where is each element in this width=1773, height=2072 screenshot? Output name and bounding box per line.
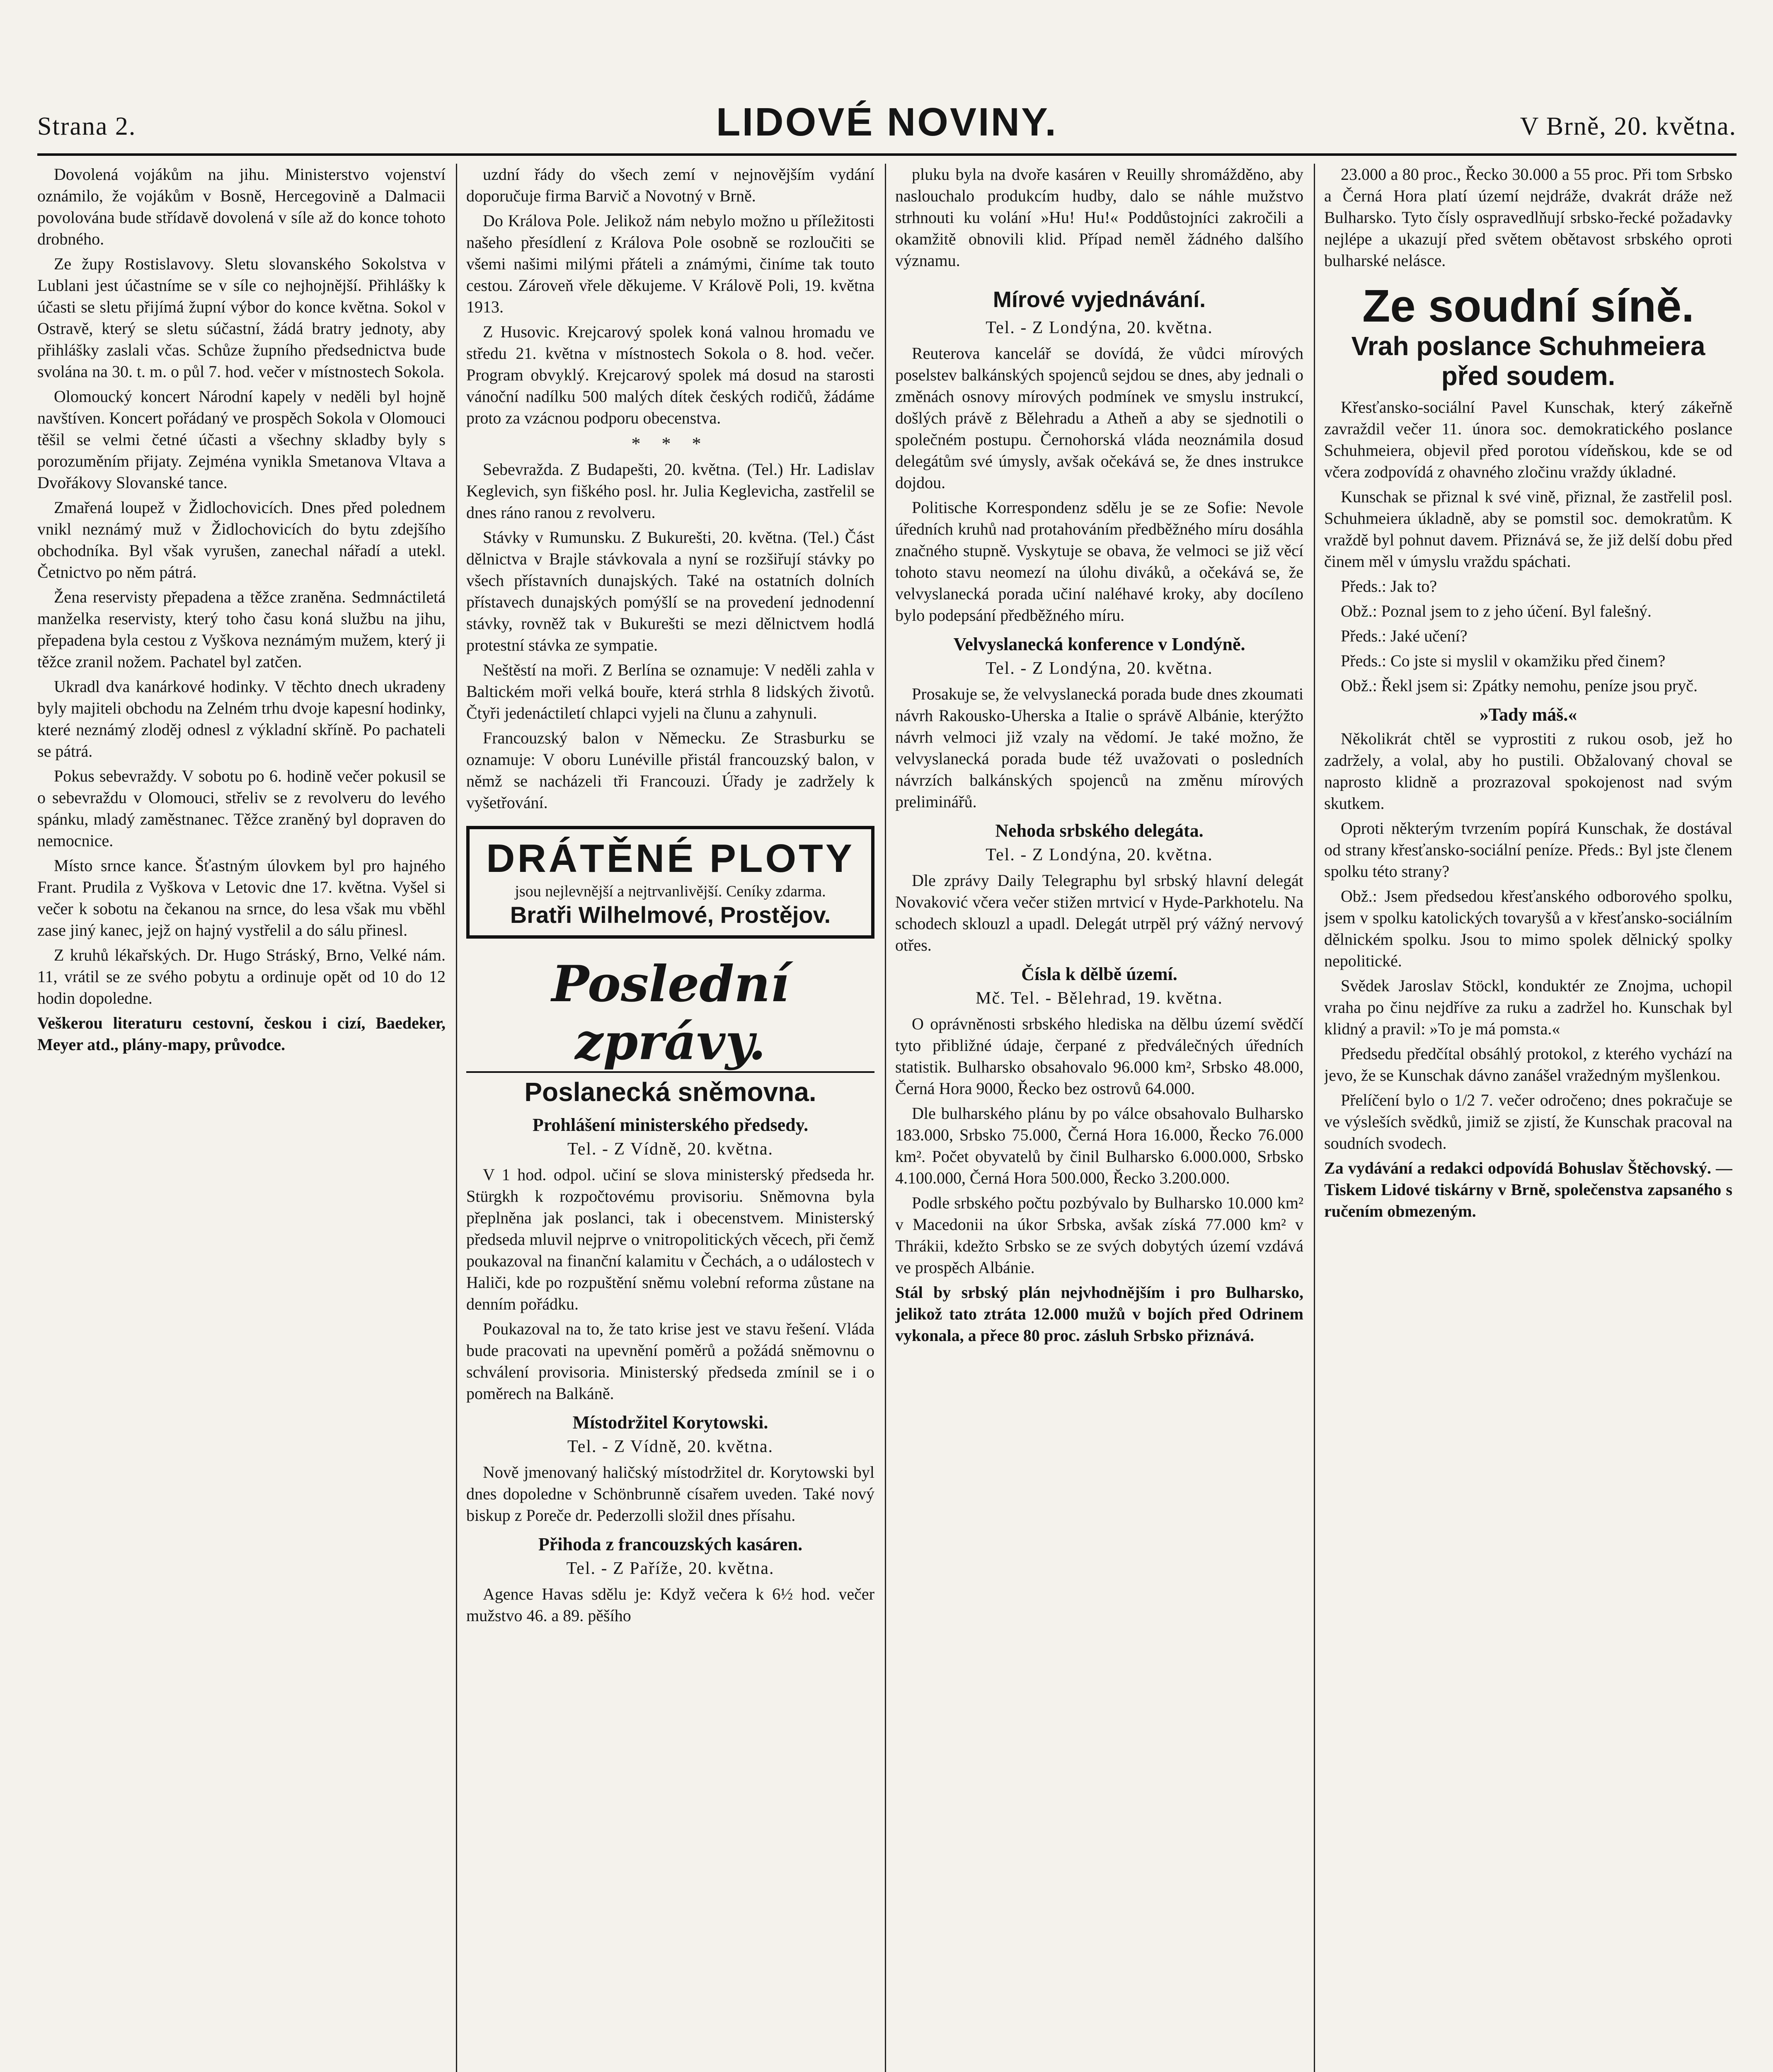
article: Kunschak se přiznal k své vině, přiznal, že zastřelil posl. Schuhmeiera úkladně, aby se pomstil soc. demokratům. K vraždě byl pohnut davem. Přiznává se, že již delší dobu před činem měl v úmyslu vraždu spáchati. bbox=[1324, 487, 1732, 571]
article: Ukradl dva kanárkové hodinky. V těchto dnech ukradeny byly majiteli obchodu na Zelném trhu dvoje kapesní hodinky, které neznámý zloděj odnesl z výkladní skříně. Po pachateli se pátrá. bbox=[37, 677, 446, 760]
column-2 bbox=[466, 164, 874, 2072]
article: Žena reservisty přepadena a těžce zraněna. Sedmnáctiletá manželka reservisty, který toho času koná službu na jihu, přepadena byla cestou z Vyškova neznámým mužem, který ji těžce zranil nožem. Pachatel byl zatčen. bbox=[37, 588, 446, 671]
dialogue-line: Předs.: Jaké učení? bbox=[1341, 627, 1468, 645]
article: Stávky v Rumunsku. Z Bukurešti, 20. května. (Tel.) Část dělnictva v Brajle stávkovala a nyní se rozšiřují stávky po všech přístavních dunajských. Také na ostatních dolních přístavech dunajských pomýšlí se na provedení jednodenní stávky, rovněž tak v Bukurešti se mezi dělnictvem hodlá protestní stávka ze sympatie. bbox=[466, 528, 874, 654]
article: Stál by srbský plán nejvhodnějším i pro Bulharsko, jelikož tato ztráta 12.000 mužů v bojích před Odrinem vykonala, a přece 80 proc. zásluh Srbsko přiznává. bbox=[895, 1283, 1303, 1345]
dialogue-line: Obž.: Poznal jsem to z jeho účení. Byl falešný. bbox=[1341, 602, 1652, 620]
column-3 bbox=[895, 164, 1303, 2072]
article: Z kruhů lékařských. Dr. Hugo Stráský, Brno, Velké nám. 11, vrátil se ze svého pobytu a ordinuje opět od 10 do 12 hodin dopoledne. bbox=[37, 946, 446, 1007]
article-dateline: Tel. - Z Vídně, 20. května. bbox=[567, 1140, 773, 1159]
article-dateline: Tel. - Z Paříže, 20. května. bbox=[566, 1559, 775, 1578]
article-subtitle: »Tady máš.« bbox=[1479, 704, 1577, 725]
article: Z Husovic. Krejcarový spolek koná valnou hromadu ve středu 21. května v místnostech Sokola o 8. hod. večer. Program obvyklý. Krejcarový spolek má dosud na starosti vánoční nadílku 500 malých dítek českých rodičů, žádáme proto za vzácnou podporu obecenstva. bbox=[466, 322, 874, 427]
article: Do Králova Pole. Jelikož nám nebylo možno u příležitosti našeho přesídlení z Králova Pole osobně se rozloučiti se všemi našimi milými přáteli a známými, činíme tak touto cestou. Zároveň vřele děkujeme. V Králově Poli, 19. května 1913. bbox=[466, 211, 874, 316]
article: Ze župy Rostislavovy. Sletu slovanského Sokolstva v Lublani jest účastníme se v síle co nejhojnější. Přihlášky k účasti se sletu přijímá župní výbor do konce května. Sokol v Ostravě, který se sletu súčastní, žádá bratry jednoty, aby přihlášky zaslali včas. Schůze župního předsednictva bude svolána na 30. t. m. o půl 7. hod. večer v místnostech Sokola. bbox=[37, 254, 446, 381]
article: Dovolená vojákům na jihu. Ministerstvo vojenství oznámilo, že vojákům v Bosně, Hercegovině a Dalmacii povolována bude střídavě dovolená v síle až do konce tohoto drobného. bbox=[37, 165, 446, 248]
article: Dle bulharského plánu by po válce obsahovalo Bulharsko 183.000, Srbsko 75.000, Černá Hora 16.000, Řecko 76.000 km². Počet obyvatelů by činil Bulharsko 6.000.000, Srbsko 4.100.000, Černá Hora 500.000, Řecko 3.200.000. bbox=[895, 1104, 1303, 1187]
article: Prosakuje se, že velvyslanecká porada bude dnes zkoumati návrh Rakousko-Uherska a Italie o správě Albánie, kterýžto návrh velmoci již vzaly na vědomí. Je také možno, že velvyslanecká porada bude též uvažovati o posledních návrzích balkánských spojenců na změnu mírových preliminářů. bbox=[895, 685, 1303, 811]
article: Křesťansko-sociální Pavel Kunschak, který zákeřně zavraždil večer 11. února soc. demokratického poslance Schuhmeiera, objevil před porotou vídeňskou, kde se od včera zodpovídá z ohavného zločinu vraždy úkladné. bbox=[1324, 398, 1732, 481]
article: Oproti některým tvrzením popírá Kunschak, že dostával od strany křesťansko-sociální peníze. Předs.: Byl jste členem spolku této strany? bbox=[1324, 819, 1732, 881]
article-subheading: Vrah poslance Schuhmeiera před soudem. bbox=[1351, 331, 1705, 391]
article: Poukazoval na to, že tato krise jest ve stavu řešení. Vláda bude pracovati na upevnění poměrů a požádá sněmovnu o schválení provisoria. Ministerský předseda zmínil se i o poměrech na Balkáně. bbox=[466, 1319, 874, 1403]
article: Přelíčení bylo o 1/2 7. večer odročeno; dnes pokračuje se ve výsleších svědků, jimiž se zjistí, že Kunschak pracoval na soudních svodech. bbox=[1324, 1091, 1732, 1152]
ad-title: DRÁTĚNÉ PLOTY bbox=[486, 836, 855, 881]
article: Obž.: Jsem předsedou křesťanského odborového spolku, jsem v spolku katolických tovaryšů a v křesťansko-sociálním dělnickém spolku. Jsou to mimo spolek dělnický spolky nepolitické. bbox=[1324, 887, 1732, 970]
latest-news-heading: Poslední zprávy. bbox=[466, 955, 874, 1073]
article: Předsedu předčítal obsáhlý protokol, z kterého vychází na jevo, že se Kunschak dávno zanášel vražedným myšlenkou. bbox=[1324, 1044, 1732, 1084]
separator-stars: * * * bbox=[631, 433, 710, 454]
article: Svědek Jaroslav Stöckl, konduktér ze Znojma, uchopil vraha po činu nejdříve za ruku a zadržel ho. Kunschak byl klidný a pravil: »To je má pomsta.« bbox=[1324, 976, 1732, 1038]
article: uzdní řády do všech zemí v nejnovějším vydání doporučuje firma Barvič a Novotný v Brně. bbox=[466, 165, 874, 205]
page-header bbox=[37, 95, 1737, 156]
article-title: Čísla k dělbě území. bbox=[1021, 964, 1177, 984]
article: Neštěstí na moři. Z Berlína se oznamuje: V neděli zahla v Baltickém moři velká bouře, která strhla 8 lidských životů. Čtyři jedenáctiletí chlapci vyjeli na člunu a zahynuli. bbox=[466, 661, 874, 722]
article: Sebevražda. Z Budapešti, 20. května. (Tel.) Hr. Ladislav Keglevich, syn fiškého posl. hr. Julia Keglevicha, zastřelil se dnes ráno ranou z revolveru. bbox=[466, 460, 874, 522]
page-number: Strana 2. bbox=[37, 112, 136, 140]
column-rule bbox=[1314, 164, 1315, 2072]
article: Pokus sebevraždy. V sobotu po 6. hodině večer pokusil se o sebevraždu v Olomouci, střeliv se z revolveru do levého spánku, mladý zaměstnanec. Těžce zraněný byl dopraven do nemocnice. bbox=[37, 767, 446, 850]
article: Několikrát chtěl se vyprostiti z rukou osob, jež ho zadržely, a volal, aby ho pustili. Obžalovaný choval se naprosto klidně a prozrazoval spokojenost nad svým skutkem. bbox=[1324, 729, 1732, 813]
article-title: Nehoda srbského delegáta. bbox=[995, 821, 1204, 841]
ad-text: jsou nejlevnější a nejtrvanlivější. Ceníky zdarma. bbox=[515, 883, 826, 900]
article-title: Mírové vyjednávání. bbox=[993, 287, 1206, 312]
article-title: Velvyslanecká konference v Londýně. bbox=[953, 634, 1245, 654]
section-heading: Poslanecká sněmovna. bbox=[524, 1077, 816, 1107]
article: Agence Havas sdělu je: Když večera k 6½ hod. večer mužstvo 46. a 89. pěšího bbox=[466, 1585, 874, 1625]
article: V 1 hod. odpol. učiní se slova ministerský předseda hr. Stürgkh k rozpočtovému provisoriu. Sněmovna byla přeplněna jak poslanci, tak i obecenstvem. Ministerský předseda mluvil nejprve o vnitropolitických věcech, při čemž poukazoval na finanční kalamitu v Čechách, a o událostech v Haliči, kde po rozpuštění sněmu volební reforma zůstane na denním pořádku. bbox=[466, 1165, 874, 1313]
article: Podle srbského počtu pozbývalo by Bulharsko 10.000 km² v Macedonii na úkor Srbska, avšak získá 77.000 km² v Thrákii, kdežto Srbsko se ze svých dobytých území vzdává ve prospěch Albánie. bbox=[895, 1193, 1303, 1277]
article: Politische Korrespondenz sdělu je se ze Sofie: Nevole úředních kruhů nad protahováním předběžného míru dosáhla značného stupně. Vyskytuje se obava, že velmoci se již věcí tohoto stavu neomezí na úlohu diváků, a očekává se, že velvyslanecká porada učiní naléhavé kroky, aby docíleno bylo podepsání předběžného míru. bbox=[895, 498, 1303, 625]
article-dateline: Mč. Tel. - Bělehrad, 19. května. bbox=[976, 989, 1223, 1008]
article-dateline: Tel. - Z Vídně, 20. května. bbox=[567, 1437, 773, 1456]
article-title: Místodržitel Korytowski. bbox=[572, 1412, 768, 1433]
article: Zmařená loupež v Židlochovicích. Dnes před polednem vnikl neznámý muž v Židlochovicích do bytu zdejšího obchodníka. Byl však vyrušen, zanechal nářadí a utekl. Četnictvo po něm pátrá. bbox=[37, 498, 446, 581]
article: pluku byla na dvoře kasáren v Reuilly shromážděno, aby naslouchalo produkcím hudby, dalo se náhle mužstvo strhnouti ku volání »Hu! Hu!« Poddůstojníci zakročili a okamžitě obnovili klid. Případ neměl žádného dalšího významu. bbox=[895, 165, 1303, 270]
dialogue-line: Předs.: Co jste si myslil v okamžiku před činem? bbox=[1341, 651, 1666, 670]
advert-line: Veškerou literaturu cestovní, českou i cizí, Baedeker, Meyer atd., plány-mapy, průvodce. bbox=[37, 1014, 446, 1054]
dateline: V Brně, 20. května. bbox=[1520, 112, 1737, 140]
article-title: Prohlášení ministerského předsedy. bbox=[532, 1115, 809, 1135]
article-dateline: Tel. - Z Londýna, 20. května. bbox=[986, 318, 1213, 337]
dialogue-line: Obž.: Řekl jsem si: Zpátky nemohu, peníze jsou pryč. bbox=[1341, 676, 1698, 695]
column-rule bbox=[456, 164, 457, 2072]
dialogue-line: Předs.: Jak to? bbox=[1341, 577, 1437, 595]
article: Místo srnce kance. Šťastným úlovkem byl pro hajného Frant. Prudila z Vyškova v Letovic dne 17. května. Vyšel si večer k sobotu na čekanou na srnce, do lesa však mu vběhl zase jiný kanec, jejž on hajný vystřelil a do sálu přinesl. bbox=[37, 856, 446, 939]
advertisement-box bbox=[466, 826, 874, 939]
column-rule bbox=[885, 164, 886, 2072]
column-1 bbox=[37, 164, 446, 2072]
column-4 bbox=[1324, 164, 1732, 2072]
article-dateline: Tel. - Z Londýna, 20. května. bbox=[986, 845, 1213, 864]
article: Reuterova kancelář se dovídá, že vůdci mírových poselstev balkánských spojenců sejdou se dnes, aby jednali o změnách osnovy mírových podmínek ve smyslu instrukcí, došlých právě z Bělehradu a Atheň a aby se sjednotili o společném postupu. Černohorská vláda neoznámila dosud delegátům své úmysly, avšak očekává se, že dnes instrukce dojdou. bbox=[895, 344, 1303, 492]
newspaper-title: LIDOVÉ NOVINY. bbox=[716, 100, 1058, 144]
article: 23.000 a 80 proc., Řecko 30.000 a 55 proc. Při tom Srbsko a Černá Hora platí území nejdráže, dvakrát dráže než Bulharsko. Tyto čísly ospravedlňují srbsko-řecké požadavky nejlépe a ukazují před světem obětavost srbského oproti bulharské nelásce. bbox=[1324, 165, 1732, 270]
ad-company: Bratři Wilhelmové, Prostějov. bbox=[510, 902, 831, 928]
article: Francouzský balon v Německu. Ze Strasburku se oznamuje: V oboru Lunéville přistál francouzský balon, v němž se nacházeli tři Francouzi. Úřady je zadržely k vyšetřování. bbox=[466, 729, 874, 812]
article: Olomoucký koncert Národní kapely v neděli byl hojně navštíven. Koncert pořádaný ve prospěch Sokola v Olomouci těšil se velmi četné účasti a všechny skladby byly s porozuměním přijaty. Zejména vynikla Smetanova Vltava a Dvořákovy Slovanské tance. bbox=[37, 387, 446, 492]
section-heading: Ze soudní síně. bbox=[1362, 281, 1694, 332]
article-dateline: Tel. - Z Londýna, 20. května. bbox=[986, 659, 1213, 678]
article-title: Přihoda z francouzských kasáren. bbox=[538, 1534, 803, 1554]
article: Dle zprávy Daily Telegraphu byl srbský hlavní delegát Novaković včera večer stižen mrtvicí v Hyde-Parkhotelu. Na schodech sklouzl a upadl. Delegát utrpěl prý vážný nervový otřes. bbox=[895, 871, 1303, 954]
article: Nově jmenovaný haličský místodržitel dr. Korytowski byl dnes dopoledne v Schönbrunně císařem uveden. Také nový biskup z Poreče dr. Pederzolli složil dnes přísahu. bbox=[466, 1463, 874, 1525]
article: O oprávněnosti srbského hlediska na dělbu území svědčí tyto přibližné údaje, čerpané z předválečných úředních statistik. Bulharsko obsahovalo 96.000 km², Srbsko 48.000, Černá Hora 9000, Řecko bez ostrovů 64.000. bbox=[895, 1014, 1303, 1098]
imprint: Za vydávání a redakci odpovídá Bohuslav Štěchovský. — Tiskem Lidové tiskárny v Brně, společenstva zapsaného s ručením obmezeným. bbox=[1324, 1159, 1732, 1220]
